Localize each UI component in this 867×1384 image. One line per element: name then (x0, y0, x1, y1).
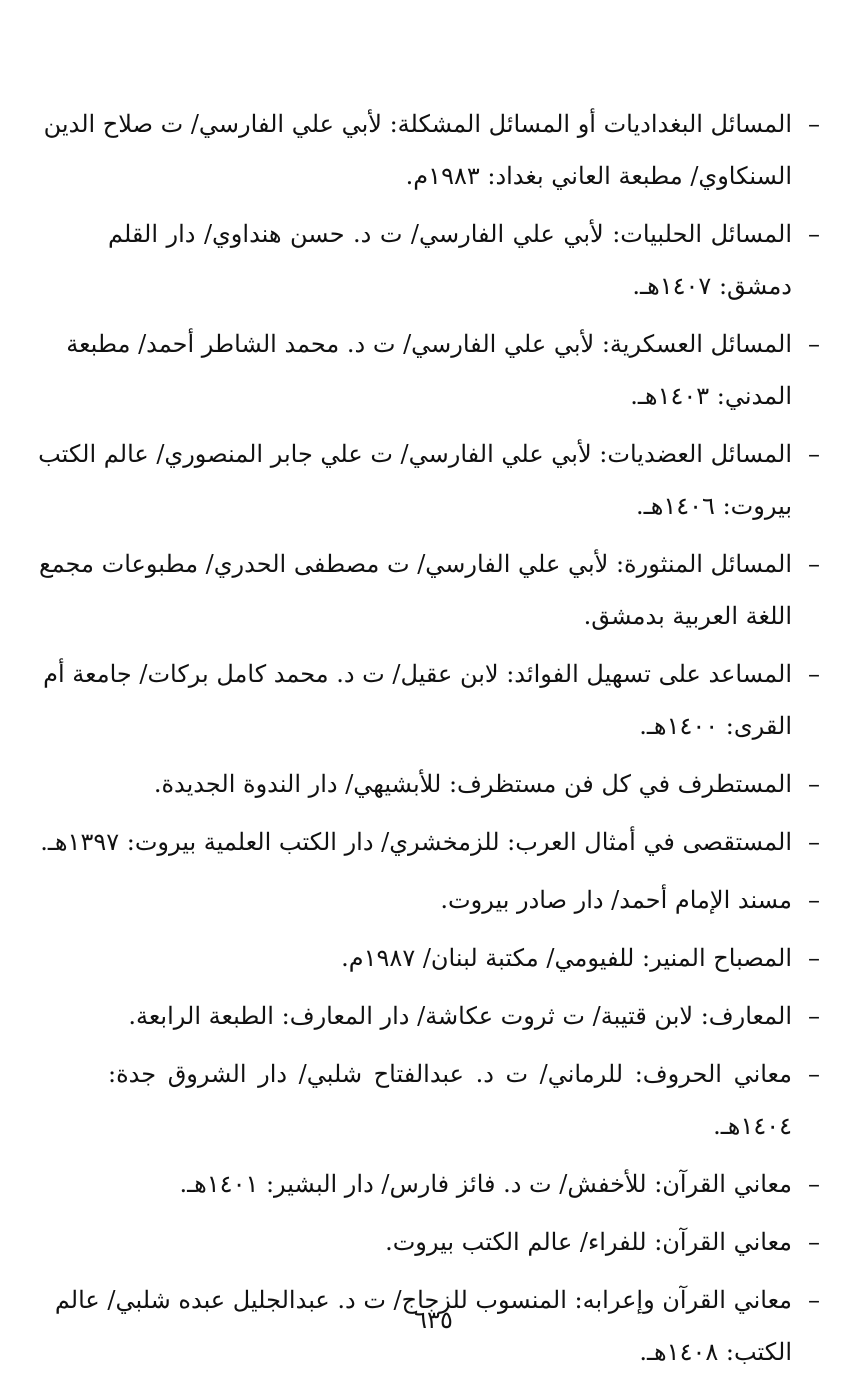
entry-line: المساعد على تسهيل الفوائد: لابن عقيل/ ت د. محمد كامل بركات/ جامعة أم (43, 660, 792, 688)
entry-dash: – (808, 550, 820, 578)
entry-dash: – (808, 1286, 820, 1314)
entry-line: معاني الحروف: للرماني/ ت د. عبدالفتاح شلبي/ دار الشروق جدة: (108, 1060, 792, 1088)
entry-line: المسائل المنثورة: لأبي علي الفارسي/ ت مصطفى الحدري/ مطبوعات مجمع (39, 550, 792, 578)
entry-dash: – (808, 660, 820, 688)
entry-dash: – (808, 944, 820, 972)
entry-line: المسائل العسكرية: لأبي علي الفارسي/ ت د. محمد الشاطر أحمد/ مطبعة (66, 330, 792, 358)
entry-dash: – (808, 770, 820, 798)
entry-line: السنكاوي/ مطبعة العاني بغداد: ١٩٨٣م. (405, 162, 792, 190)
entry-line: المسائل الحلبيات: لأبي علي الفارسي/ ت د. حسن هنداوي/ دار القلم (108, 220, 793, 248)
entry-line: المسائل العضديات: لأبي علي الفارسي/ ت علي جابر المنصوري/ عالم الكتب (38, 440, 792, 468)
bibliography-entry (108, 1048, 820, 1152)
entry-dash: – (808, 220, 820, 248)
bibliography-entry (108, 990, 820, 1042)
bibliography-entry (66, 318, 820, 422)
bibliography-list (38, 98, 820, 1384)
entry-line: المصباح المنير: للفيومي/ مكتبة لبنان/ ١٩٨٧م. (341, 944, 792, 972)
entry-line: دمشق: ١٤٠٧هـ. (632, 272, 792, 300)
entry-line: بيروت: ١٤٠٦هـ. (636, 492, 792, 520)
bibliography-entry (108, 758, 820, 810)
bibliography-entry (108, 1216, 820, 1268)
entry-dash: – (808, 440, 820, 468)
entry-line: القرى: ١٤٠٠هـ. (639, 712, 792, 740)
bibliography-entry (43, 648, 820, 752)
entry-dash: – (808, 330, 820, 358)
entry-dash: – (808, 1060, 820, 1088)
entry-dash: – (808, 1002, 820, 1030)
entry-dash: – (808, 110, 820, 138)
entry-dash: – (808, 828, 820, 856)
bibliography-entry (108, 874, 820, 926)
entry-line: ١٤٠٤هـ. (713, 1112, 792, 1140)
entry-dash: – (808, 1228, 820, 1256)
bibliography-entry (39, 538, 820, 642)
entry-line: معاني القرآن: للفراء/ عالم الكتب بيروت. (385, 1228, 792, 1256)
entry-line: المدني: ١٤٠٣هـ. (630, 382, 792, 410)
entry-dash: – (808, 886, 820, 914)
bibliography-entry (108, 1158, 820, 1210)
entry-line: اللغة العربية بدمشق. (583, 602, 792, 630)
entry-line: المعارف: لابن قتيبة/ ت ثروت عكاشة/ دار المعارف: الطبعة الرابعة. (128, 1002, 792, 1030)
bibliography-entry (108, 932, 820, 984)
entry-line: معاني القرآن وإعرابه: المنسوب للزجاج/ ت د. عبدالجليل عبده شلبي/ عالم (54, 1286, 792, 1314)
bibliography-entry (43, 98, 820, 202)
bibliography-entry (38, 428, 820, 532)
entry-dash: – (808, 1170, 820, 1198)
entry-line: مسند الإمام أحمد/ دار صادر بيروت. (440, 886, 792, 914)
bibliography-entry (40, 816, 820, 868)
entry-line: المسائل البغداديات أو المسائل المشكلة: لأبي علي الفارسي/ ت صلاح الدين (43, 110, 792, 138)
entry-line: معاني القرآن: للأخفش/ ت د. فائز فارس/ دار البشير: ١٤٠١هـ. (179, 1170, 792, 1198)
page-number: ٦٣٥ (414, 1306, 453, 1334)
entry-line: الكتب: ١٤٠٨هـ. (639, 1338, 792, 1366)
entry-line: المستقصى في أمثال العرب: للزمخشري/ دار الكتب العلمية بيروت: ١٣٩٧هـ. (40, 828, 792, 856)
bibliography-entry (108, 208, 820, 312)
entry-line: المستطرف في كل فن مستظرف: للأبشيهي/ دار الندوة الجديدة. (153, 770, 792, 798)
